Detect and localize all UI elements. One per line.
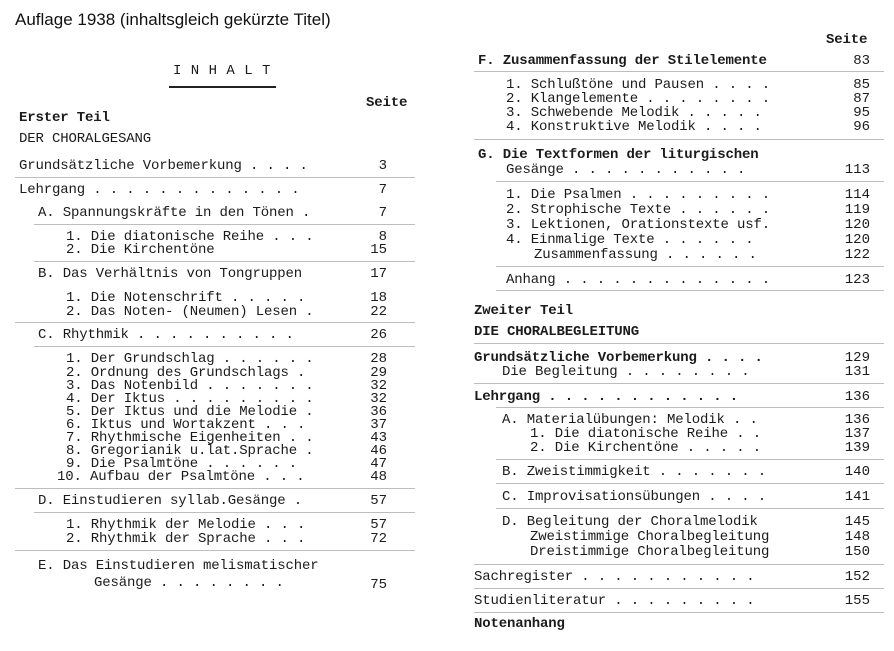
toc-entry-text: 2. Das Noten- (Neumen) Lesen . bbox=[66, 304, 314, 320]
toc-entry-text: 4. Konstruktive Melodik . . . . bbox=[506, 119, 762, 135]
toc-entry-page: 28 bbox=[370, 351, 387, 367]
part-two-label: Zweiter Teil bbox=[474, 303, 574, 319]
toc-entry-text: 1. Die diatonische Reihe . . . bbox=[66, 229, 314, 245]
divider bbox=[474, 383, 884, 384]
toc-entry-text: Die Begleitung . . . . . . . . bbox=[502, 364, 750, 380]
toc-entry-page: 137 bbox=[844, 426, 870, 442]
toc-entry-text: 4. Der Iktus . . . . . . . . . bbox=[66, 391, 314, 407]
toc-entry-text: 3. Das Notenbild . . . . . . . bbox=[66, 378, 314, 394]
toc-entry-page: 114 bbox=[844, 187, 870, 203]
toc-entry-text: 1. Der Grundschlag . . . . . . bbox=[66, 351, 314, 367]
toc-entry-page: 123 bbox=[844, 272, 870, 288]
toc-entry-text: 2. Klangelemente . . . . . . . . bbox=[506, 91, 771, 107]
toc-entry-page: 3 bbox=[378, 158, 387, 174]
toc-entry-page: 139 bbox=[844, 440, 870, 456]
toc-entry-page: 26 bbox=[370, 327, 387, 343]
divider bbox=[34, 512, 415, 513]
divider bbox=[15, 550, 415, 551]
part-two-title: DIE CHORALBEGLEITUNG bbox=[474, 324, 640, 340]
toc-entry-text: B. Das Verhältnis von Tongruppen bbox=[38, 266, 303, 282]
toc-entry-page: 131 bbox=[844, 364, 870, 380]
divider bbox=[474, 612, 884, 613]
toc-entry-page: 95 bbox=[853, 105, 870, 121]
toc-entry-text: D. Einstudieren syllab.Gesänge . bbox=[38, 493, 303, 509]
toc-entry-page: 15 bbox=[370, 242, 387, 258]
toc-entry-text: 3. Schwebende Melodik . . . . . bbox=[506, 105, 762, 121]
toc-entry-text: 3. Lektionen, Orationstexte usf. bbox=[506, 217, 771, 233]
toc-entry-text: Notenanhang bbox=[474, 616, 565, 632]
toc-entry-page: 29 bbox=[370, 365, 387, 381]
toc-entry-text: C. Rhythmik . . . . . . . . . . bbox=[38, 327, 294, 343]
seite-label-left: Seite bbox=[366, 95, 408, 111]
toc-entry-page: 18 bbox=[370, 290, 387, 306]
divider bbox=[15, 177, 415, 178]
divider bbox=[496, 407, 884, 408]
toc-entry-page: 122 bbox=[844, 247, 870, 263]
toc-entry-text: Anhang . . . . . . . . . . . . . bbox=[506, 272, 771, 288]
toc-entry-text: Lehrgang . . . . . . . . . . . . bbox=[474, 389, 739, 405]
toc-entry-page: 150 bbox=[844, 544, 870, 560]
toc-entry-page: 37 bbox=[370, 417, 387, 433]
divider bbox=[474, 588, 884, 589]
inhalt-underline bbox=[169, 86, 276, 88]
toc-entry-text: 8. Gregorianik u.lat.Sprache . bbox=[66, 443, 314, 459]
divider bbox=[496, 459, 884, 460]
toc-entry-page: 57 bbox=[370, 493, 387, 509]
toc-entry-text: 9. Die Psalmtöne . . . . . . bbox=[66, 456, 298, 472]
toc-entry-text: Gesänge . . . . . . . . . . . bbox=[506, 162, 746, 178]
divider bbox=[496, 266, 884, 267]
toc-entry-text: 10. Aufbau der Psalmtöne . . . bbox=[57, 469, 305, 485]
toc-entry-page: 32 bbox=[370, 378, 387, 394]
seite-label-right: Seite bbox=[826, 32, 868, 48]
toc-entry-text: 6. Iktus und Wortakzent . . . bbox=[66, 417, 306, 433]
toc-entry-text: 1. Die Notenschrift . . . . . bbox=[66, 290, 306, 306]
toc-entry-page: 72 bbox=[370, 531, 387, 547]
toc-entry-text: B. Zweistimmigkeit . . . . . . . bbox=[502, 464, 767, 480]
toc-entry-text: 1. Schlußtöne und Pausen . . . . bbox=[506, 77, 771, 93]
toc-entry-page: 119 bbox=[844, 202, 870, 218]
divider bbox=[496, 508, 884, 509]
toc-entry-page: 36 bbox=[370, 404, 387, 420]
toc-entry-text: Gesänge . . . . . . . . bbox=[94, 575, 284, 591]
toc-entry-text: 2. Ordnung des Grundschlags . bbox=[66, 365, 306, 381]
toc-entry-text: A. Spannungskräfte in den Tönen . bbox=[38, 205, 311, 221]
toc-entry-page: 46 bbox=[370, 443, 387, 459]
toc-entry-page: 120 bbox=[844, 217, 870, 233]
toc-entry-page: 43 bbox=[370, 430, 387, 446]
toc-entry-page: 155 bbox=[844, 593, 870, 609]
toc-entry-text: 7. Rhythmische Eigenheiten . . bbox=[66, 430, 314, 446]
toc-entry-page: 32 bbox=[370, 391, 387, 407]
toc-entry-text: 1. Die diatonische Reihe . . bbox=[530, 426, 762, 442]
toc-entry-text: Dreistimmige Choralbegleitung bbox=[530, 544, 770, 560]
toc-entry-text: C. Improvisationsübungen . . . . bbox=[502, 489, 767, 505]
divider bbox=[34, 346, 415, 347]
toc-entry-page: 113 bbox=[844, 162, 870, 178]
toc-entry-page: 7 bbox=[378, 205, 387, 221]
toc-entry-text: Grundsätzliche Vorbemerkung . . . . bbox=[19, 158, 308, 174]
toc-entry-text: Lehrgang . . . . . . . . . . . . . bbox=[19, 182, 300, 198]
toc-entry-text: 2. Die Kirchentöne . . . . . bbox=[530, 440, 762, 456]
part-one-label: Erster Teil bbox=[19, 110, 110, 126]
toc-entry-text: Sachregister . . . . . . . . . . . bbox=[474, 569, 755, 585]
toc-entry-text: Zweistimmige Choralbegleitung bbox=[530, 529, 770, 545]
toc-entry-page: 136 bbox=[844, 389, 870, 405]
inhalt-heading: I N H A L T bbox=[173, 63, 271, 79]
toc-entry-page: 96 bbox=[853, 119, 870, 135]
toc-entry-text: Grundsätzliche Vorbemerkung . . . . bbox=[474, 350, 763, 366]
divider bbox=[15, 488, 415, 489]
toc-entry-page: 48 bbox=[370, 469, 387, 485]
toc-entry-page: 141 bbox=[844, 489, 870, 505]
toc-entry-page: 57 bbox=[370, 517, 387, 533]
toc-entry-page: 87 bbox=[853, 91, 870, 107]
toc-entry-page: 7 bbox=[378, 182, 387, 198]
part-one-title: DER CHORALGESANG bbox=[19, 131, 152, 147]
toc-entry-page: 152 bbox=[844, 569, 870, 585]
divider bbox=[34, 261, 415, 262]
toc-entry-text: D. Begleitung der Choralmelodik bbox=[502, 514, 758, 530]
divider bbox=[34, 224, 415, 225]
toc-entry-page: 83 bbox=[853, 53, 870, 69]
toc-entry-text: A. Materialübungen: Melodik . . bbox=[502, 412, 758, 428]
divider bbox=[496, 290, 884, 291]
toc-entry-text: 4. Einmalige Texte . . . . . . bbox=[506, 232, 754, 248]
toc-entry-text: Zusammenfassung . . . . . . bbox=[534, 247, 757, 263]
toc-entry-page: 17 bbox=[370, 266, 387, 282]
toc-entry-page: 145 bbox=[844, 514, 870, 530]
toc-entry-page: 85 bbox=[853, 77, 870, 93]
toc-entry-page: 129 bbox=[844, 350, 870, 366]
divider bbox=[474, 71, 884, 72]
toc-entry-page: 140 bbox=[844, 464, 870, 480]
divider bbox=[496, 483, 884, 484]
toc-entry-text: 2. Die Kirchentöne bbox=[66, 242, 215, 258]
toc-entry-page: 136 bbox=[844, 412, 870, 428]
toc-entry-text: 5. Der Iktus und die Melodie . bbox=[66, 404, 314, 420]
toc-entry-page: 75 bbox=[370, 577, 387, 593]
toc-entry-text: 2. Rhythmik der Sprache . . . bbox=[66, 531, 306, 547]
document-caption: Auflage 1938 (inhaltsgleich gekürzte Titel) bbox=[15, 10, 331, 29]
toc-entry-text: E. Das Einstudieren melismatischer bbox=[38, 558, 319, 574]
divider bbox=[474, 139, 884, 140]
divider bbox=[474, 564, 884, 565]
toc-entry-text: 1. Rhythmik der Melodie . . . bbox=[66, 517, 306, 533]
toc-entry-text: F. Zusammenfassung der Stilelemente bbox=[478, 53, 767, 69]
divider bbox=[496, 181, 884, 182]
toc-entry-page: 120 bbox=[844, 232, 870, 248]
toc-entry-text: 1. Die Psalmen . . . . . . . . . bbox=[506, 187, 771, 203]
divider bbox=[15, 322, 415, 323]
toc-entry-text: Studienliteratur . . . . . . . . . bbox=[474, 593, 755, 609]
toc-entry-text: G. Die Textformen der liturgischen bbox=[478, 147, 759, 163]
toc-entry-text: 2. Strophische Texte . . . . . . bbox=[506, 202, 771, 218]
toc-entry-page: 22 bbox=[370, 304, 387, 320]
toc-entry-page: 47 bbox=[370, 456, 387, 472]
toc-entry-page: 148 bbox=[844, 529, 870, 545]
divider bbox=[474, 343, 884, 344]
toc-entry-page: 8 bbox=[378, 229, 387, 245]
